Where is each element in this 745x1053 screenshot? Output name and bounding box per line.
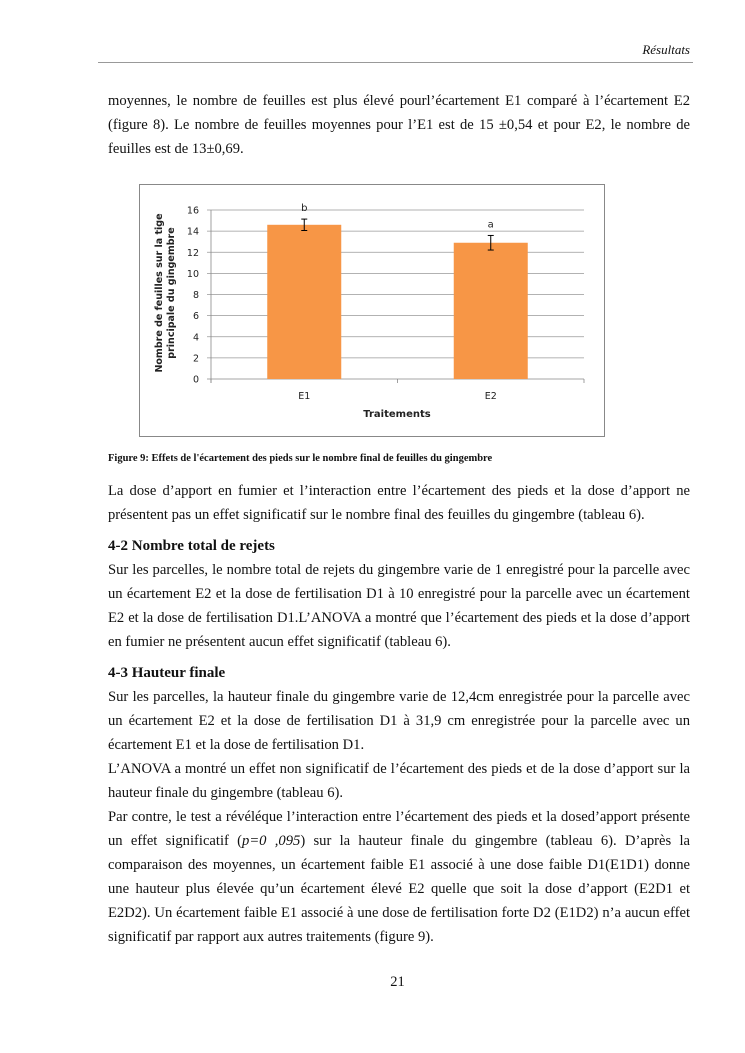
header-rule bbox=[98, 62, 693, 63]
paragraph: Sur les parcelles, le nombre total de rejets du gingembre varie de 1 enregistré pour la parcelle avec un écartement E2 et la dose de fertilisation D1 à 10 enregistré pour la parcelle avec un écartement E2 et la dose de fertilisation D1.L’ANOVA a montré que l’écartement des pieds et la dose d’apport en fumier ne présentent aucun effet significatif (tableau 6). bbox=[108, 562, 690, 650]
significance-letter: a bbox=[487, 219, 494, 231]
section-heading: 4-3 Hauteur finale bbox=[108, 665, 226, 681]
text: ) sur la hauteur finale du gingembre (tableau 6). D’après la comparaison des moyennes, un écartement faible E1 associé à une dose faible D1(E1D1) donne une hauteur plus élevée qu’un écartement élevé E2 quelle que soit la dose d’apport (E2D1 et E2D2). Un écartement faible E1 associé à une dose de fertilisation forte D2 (E1D2) n’a aucun effet significatif par rapport aux autres traitements (figure 9). bbox=[108, 833, 690, 945]
y-tick-label: 12 bbox=[186, 247, 199, 259]
y-tick-label: 10 bbox=[186, 268, 199, 280]
chart-frame bbox=[139, 184, 605, 437]
page-number: 21 bbox=[390, 974, 405, 990]
paragraph: La dose d’apport en fumier et l’interaction entre l’écartement des pieds et la dose d’apport ne présentent pas un effet significatif sur le nombre final des feuilles du gingembre (tableau 6). bbox=[108, 483, 690, 523]
x-tick-label: E2 bbox=[484, 391, 497, 402]
y-tick-label: 0 bbox=[192, 374, 199, 386]
bar-chart bbox=[140, 185, 604, 436]
figure-caption: Figure 9: Effets de l'écartement des pieds sur le nombre final de feuilles du gingembre bbox=[108, 453, 493, 464]
p-value: p=0 ,095 bbox=[242, 833, 301, 849]
x-tick-label: E1 bbox=[298, 391, 311, 402]
x-axis-title: Traitements bbox=[363, 409, 431, 420]
bar-E2 bbox=[454, 243, 528, 379]
y-axis-title-line2: principale du gingembre bbox=[166, 227, 177, 359]
paragraph: Sur les parcelles, la hauteur finale du gingembre varie de 12,4cm enregistrée pour la parcelle avec un écartement E2 et la dose de fertilisation D1 à 31,9 cm enregistrée pour la parcelle avec un écartement E1 et la dose de fertilisation D1. bbox=[108, 689, 690, 753]
y-tick-label: 16 bbox=[186, 205, 199, 217]
paragraph bbox=[108, 805, 690, 949]
y-axis-title-line1: Nombre de feuilles sur la tige bbox=[154, 213, 165, 373]
y-tick-label: 14 bbox=[186, 226, 199, 238]
paragraph: moyennes, le nombre de feuilles est plus élevé pourl’écartement E1 comparé à l’écartement E2 (figure 8). Le nombre de feuilles moyennes pour l’E1 est de 15 ±0,54 et pour E2, le nombre de feuilles est de 13±0,69. bbox=[108, 93, 690, 157]
y-tick-label: 2 bbox=[192, 353, 199, 365]
running-header: Résultats bbox=[642, 42, 690, 57]
paragraph: L’ANOVA a montré un effet non significatif de l’écartement des pieds et de la dose d’apport sur la hauteur finale du gingembre (tableau 6). bbox=[108, 761, 690, 801]
significance-letter: b bbox=[301, 203, 308, 215]
y-tick-label: 8 bbox=[192, 290, 199, 301]
text: Par contre, le test a révéléque l’interaction entre l’écartement des pieds et la dosed’apport présente un effet significatif ( bbox=[108, 809, 690, 849]
body-text bbox=[108, 479, 690, 949]
section-heading: 4-2 Nombre total de rejets bbox=[108, 538, 275, 554]
y-tick-label: 6 bbox=[192, 311, 199, 323]
y-tick-label: 4 bbox=[192, 332, 199, 344]
bar-E1 bbox=[267, 225, 341, 379]
